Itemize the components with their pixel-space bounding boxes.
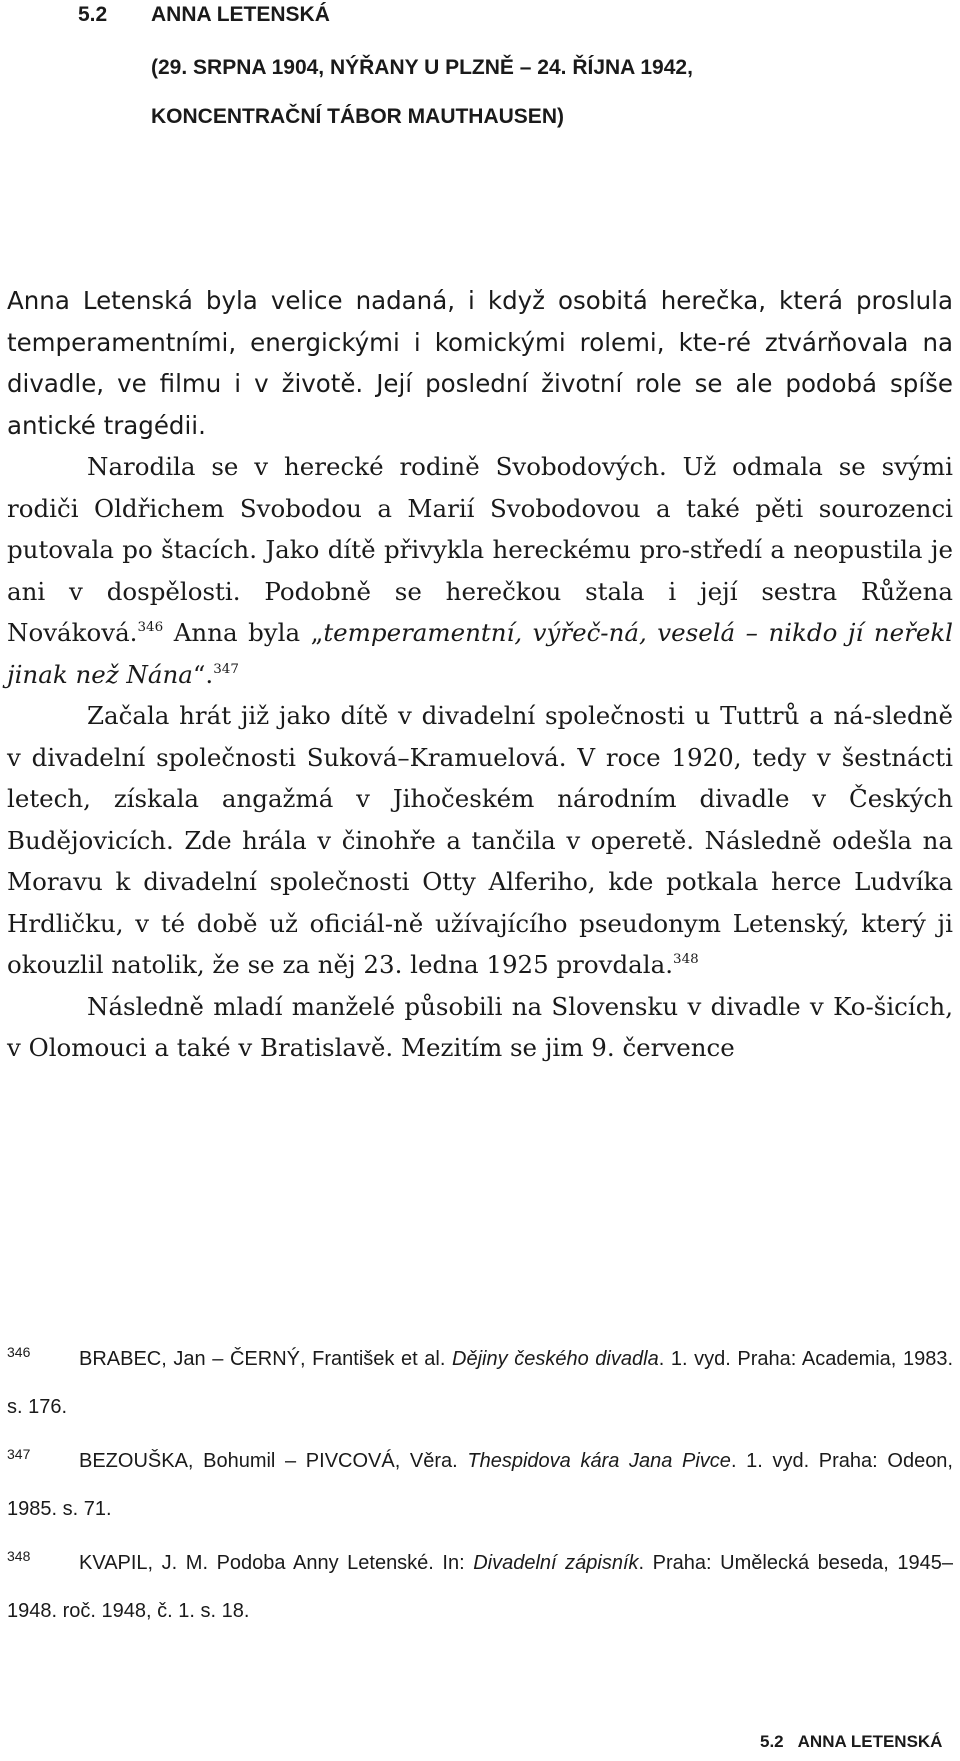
footnote-347: 347 BEZOUŠKA, Bohumil – PIVCOVÁ, Věra. Thespidova kára Jana Pivce. 1. vyd. Praha: Odeon, 1985. s. 71. [7,1445,953,1520]
running-footer [760,1732,942,1752]
paragraph-intro: Anna Letenská byla velice nadaná, i když osobitá herečka, která proslula temperamentními, energickými i komickými rolemi, kte-ré ztvárňovala na divadle, ve filmu i v životě. Její poslední životní role se ale podobá spíše antické tragédii. [7,286,953,440]
footnote-348: 348 KVAPIL, J. M. Podoba Anny Letenské. In: Divadelní zápisník. Praha: Umělecká beseda, 1945–1948. roč. 1948, č. 1. s. 18. [7,1547,953,1622]
paragraph-career [7,695,953,986]
footnote-ref-347[interactable]: 347 [213,660,239,677]
footnote-ref-348[interactable]: 348 [673,950,699,967]
paragraph-marriage: Následně mladí manželé působili na Slovensku v divadle v Ko-šicích, v Olomouci a také v Bratislavě. Mezitím se jim 9. července [7,991,953,1062]
footer-section-number: 5.2 [760,1732,784,1751]
section-subtitle-dates: (29. SRPNA 1904, NÝŘANY U PLZNĚ – 24. ŘÍJNA 1942, [151,56,693,79]
footnote-text: KVAPIL, J. M. Podoba Anny Letenské. In: [79,1552,474,1574]
section-number: 5.2 [78,3,108,26]
footnote-text: BRABEC, Jan – ČERNÝ, František et al. [79,1348,453,1370]
footnote-title: Divadelní zápisník [473,1552,639,1574]
paragraph-family [7,446,953,695]
footnote-346: 346 BRABEC, Jan – ČERNÝ, František et al. Dějiny českého divadla. 1. vyd. Praha: Academia, 1983. s. 176. [7,1343,954,1418]
footnote-title: Dějiny českého divadla [452,1348,659,1370]
footnote-title: Thespidova kára Jana Pivce [467,1450,731,1472]
footnote-ref-346[interactable]: 346 [137,618,164,635]
section-subtitle-place: KONCENTRAČNÍ TÁBOR MAUTHAUSEN) [151,105,564,128]
quotation: temperamentní, výřeč-ná, veselá – nikdo jí neřekl jinak než Nána [7,618,954,689]
paragraph-text: Začala hrát již jako dítě v divadelní společnosti u Tuttrů a ná-sledně v divadelní společnosti Suková–Kramuelová. V roce 1920, tedy v šestnácti letech, získala angažmá v Jihočeském národním divadle v Českých Budějovicích. Zde hrála v činohře a tančila v operetě. Následně odešla na Moravu k divadelní společnosti Otty Alferiho, kde potkala herce Ludvíka Hrdličku, v té době už oficiál-ně užívajícího pseudonym Letenský, který ji okouzlil natolik, že se za něj 23. ledna 1925 provdala. [7,701,953,979]
footnote-text: BEZOUŠKA, Bohumil – PIVCOVÁ, Věra. [79,1450,468,1472]
footnote-text: . 1. vyd. Praha: Academia, 1983. s. 176. [7,1348,954,1418]
paragraph-text: Narodila se v herecké rodině Svobodových. Už odmala se svými rodiči Oldřichem Svobodou a Marií Svobodovou a také pěti sourozenci putovala po štacích. Jako dítě přivykla hereckému pro-středí a neopustila je ani v dospělosti. Podobně se herečkou stala i její sestra Růžena Nováková. [7,452,953,647]
section-title: ANNA LETENSKÁ [151,3,330,26]
paragraph-text: Anna byla „ [163,618,324,647]
footer-section-title: ANNA LETENSKÁ [797,1732,943,1751]
main-text [7,280,953,1069]
paragraph-text: “. [192,659,214,689]
footnote-text: . Praha: Umělecká beseda, 1945–1948. roč. 1948, č. 1. s. 18. [7,1552,953,1622]
footnotes [7,1335,953,1641]
footnote-text: . 1. vyd. Praha: Odeon, 1985. s. 71. [7,1450,953,1520]
